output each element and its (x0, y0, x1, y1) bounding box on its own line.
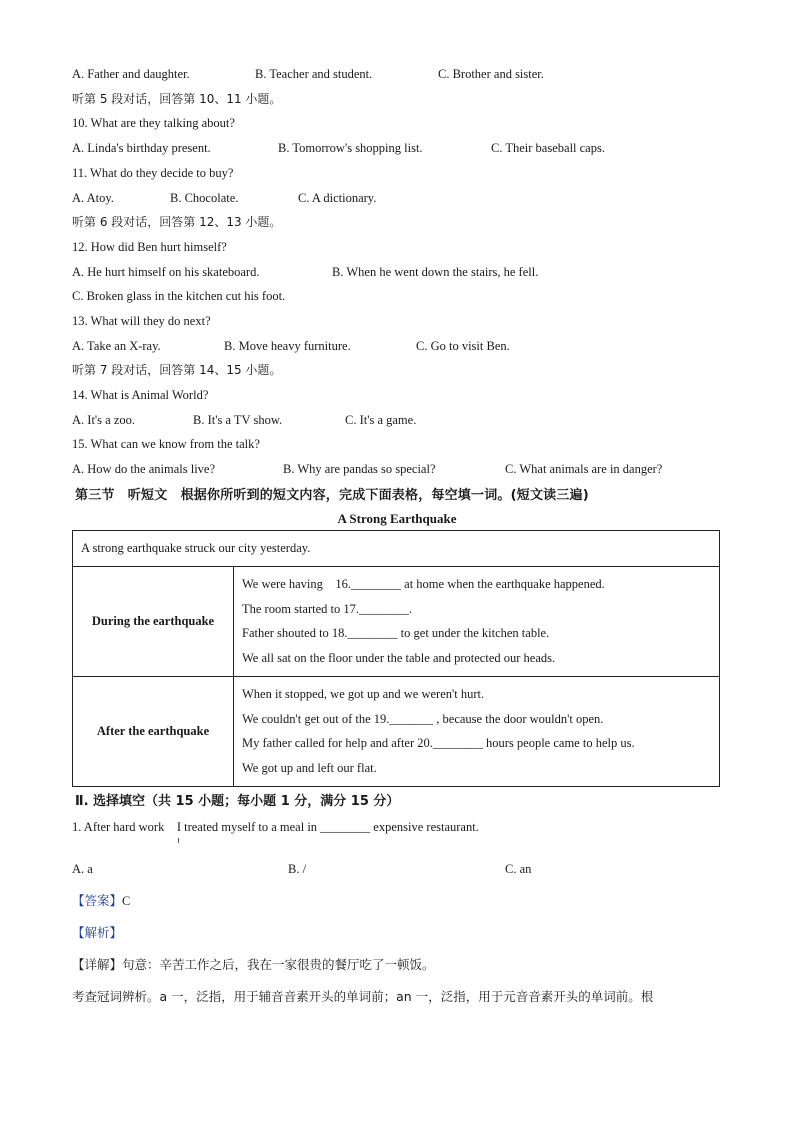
during-line-17: The room started to 17.________. (242, 601, 413, 616)
table-intro: A strong earthquake struck our city yesterday. (73, 531, 720, 567)
q11-option-a: A. Atoy. (72, 191, 114, 205)
comma-mark (178, 838, 179, 843)
table-row (73, 567, 720, 677)
q12-option-c: C. Broken glass in the kitchen cut his foot. (72, 289, 286, 303)
q11-option-b: B. Chocolate. (170, 191, 239, 205)
after-label: After the earthquake (73, 676, 234, 786)
q15-question: 15. What can we know from the talk? (72, 437, 260, 451)
dialog-6-instruction: 听第 6 段对话，回答第 12、13 小题。 (72, 215, 282, 229)
detail-tag: 【详解】 (72, 957, 123, 972)
dialog-7-instruction: 听第 7 段对话，回答第 14、15 小题。 (72, 363, 282, 377)
q10-question: 10. What are they talking about? (72, 116, 235, 130)
q12-option-b: B. When he went down the stairs, he fell. (332, 265, 539, 279)
after-line-20: My father called for help and after 20.________ hours people came to help us. (242, 736, 635, 751)
table-title: A Strong Earthquake (337, 511, 457, 526)
q15-option-c: C. What animals are in danger? (505, 462, 663, 476)
q11-option-c: C. A dictionary. (298, 191, 377, 205)
answer-tag: 【答案】 (72, 893, 123, 908)
q14-question: 14. What is Animal World? (72, 388, 209, 402)
explanation-text: 考查冠词辨析。a 一，泛指，用于辅音音素开头的单词前；an 一，泛指，用于元音音素开头的单词前。根 (72, 989, 654, 1004)
q10-option-c: C. Their baseball caps. (491, 141, 605, 155)
q15-option-b: B. Why are pandas so special? (283, 462, 436, 476)
q14-option-a: A. It's a zoo. (72, 413, 136, 427)
during-content (234, 567, 720, 677)
q12-question: 12. How did Ben hurt himself? (72, 240, 227, 254)
q14-option-c: C. It's a game. (345, 413, 417, 427)
q15-option-a: A. How do the animals live? (72, 462, 216, 476)
q11-question: 11. What do they decide to buy? (72, 166, 234, 180)
q14-option-b: B. It's a TV show. (193, 413, 283, 427)
p2-q1-option-c: C. an (505, 862, 532, 876)
q10-option-b: B. Tomorrow's shopping list. (278, 141, 423, 155)
detail-row (72, 955, 435, 973)
q9-option-c: C. Brother and sister. (438, 67, 544, 81)
q10-option-a: A. Linda's birthday present. (72, 141, 211, 155)
q13-option-a: A. Take an X-ray. (72, 339, 161, 353)
q13-question: 13. What will they do next? (72, 314, 211, 328)
during-label: During the earthquake (73, 567, 234, 677)
q13-option-b: B. Move heavy furniture. (224, 339, 351, 353)
p2-q1-question: 1. After hard work I treated myself to a meal in ________ expensive restaurant. (72, 820, 479, 834)
answer-value: C (122, 894, 131, 908)
p2-q1-option-b: B. / (288, 862, 307, 876)
part-2-title: Ⅱ. 选择填空（共 15 小题；每小题 1 分，满分 15 分） (75, 794, 400, 809)
section-3-title: 第三节 听短文 根据你所听到的短文内容，完成下面表格，每空填一词。(短文读三遍) (75, 488, 589, 503)
during-line-18: Father shouted to 18.________ to get under the kitchen table. (242, 626, 550, 641)
analysis-tag: 【解析】 (72, 925, 123, 940)
after-line-4: We got up and left our flat. (242, 760, 377, 775)
q9-option-b: B. Teacher and student. (255, 67, 373, 81)
after-content (234, 676, 720, 786)
during-line-16: We were having 16.________ at home when the earthquake happened. (242, 577, 605, 591)
q9-option-a: A. Father and daughter. (72, 67, 190, 81)
table-row (73, 676, 720, 786)
q12-option-a: A. He hurt himself on his skateboard. (72, 265, 260, 279)
earthquake-table (72, 530, 720, 787)
after-line-1: When it stopped, we got up and we weren't hurt. (242, 686, 485, 701)
table-row (73, 531, 720, 567)
dialog-5-instruction: 听第 5 段对话，回答第 10、11 小题。 (72, 92, 282, 106)
detail-text: 句意：辛苦工作之后，我在一家很贵的餐厅吃了一顿饭。 (122, 957, 435, 972)
analysis-row (72, 923, 122, 941)
q13-option-c: C. Go to visit Ben. (416, 339, 510, 353)
p2-q1-option-a: A. a (72, 862, 93, 876)
answer-row (72, 891, 130, 909)
during-line-4: We all sat on the floor under the table and protected our heads. (242, 651, 556, 666)
after-line-19: We couldn't get out of the 19._______ , because the door wouldn't open. (242, 711, 604, 726)
